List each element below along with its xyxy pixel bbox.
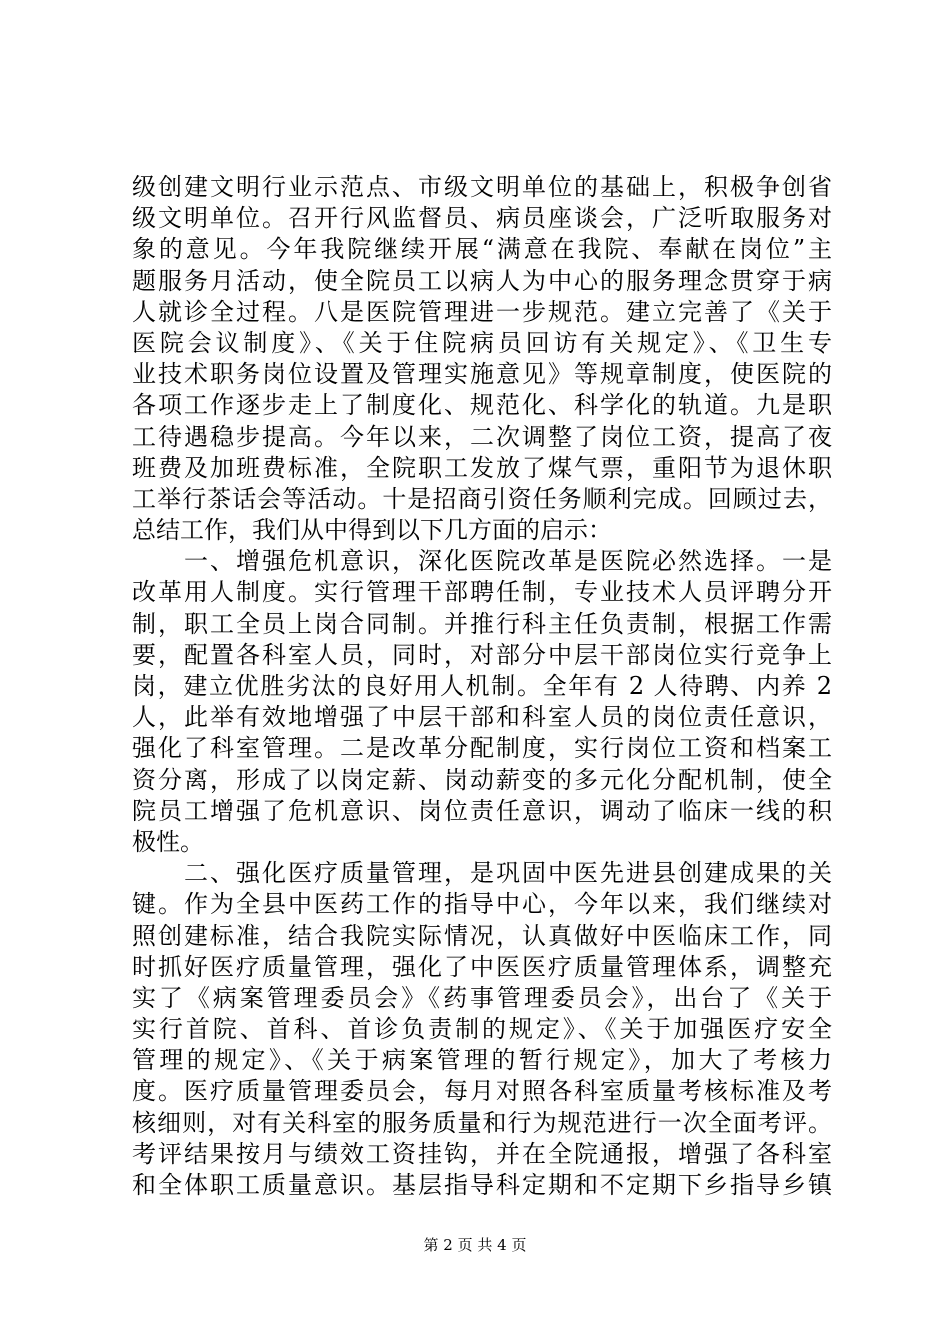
text-line: 制，职工全员上岗合同制。并推行科主任负责制，根据工作需: [132, 609, 832, 638]
text-line: 改革用人制度。实行管理干部聘任制，专业技术人员评聘分开: [132, 578, 832, 607]
text-line: 资分离，形成了以岗定薪、岗动薪变的多元化分配机制，使全: [132, 765, 832, 794]
text-line: 实行首院、首科、首诊负责制的规定》、《关于加强医疗安全: [132, 1015, 832, 1044]
text-line: 医院会议制度》、《关于住院病员回访有关规定》、《卫生专: [132, 328, 832, 357]
text-line: 键。作为全县中医药工作的指导中心，今年以来，我们继续对: [132, 890, 832, 919]
text-line: 一、增强危机意识，深化医院改革是医院必然选择。一是: [132, 547, 832, 576]
text-line: 度。医疗质量管理委员会，每月对照各科室质量考核标准及考: [132, 1077, 832, 1106]
text-line: 照创建标准，结合我院实际情况，认真做好中医临床工作，同: [132, 921, 832, 950]
text-line: 时抓好医疗质量管理，强化了中医医疗质量管理体系，调整充: [132, 952, 832, 981]
text-line: 和全体职工质量意识。基层指导科定期和不定期下乡指导乡镇: [132, 1171, 832, 1199]
text-line: 二、强化医疗质量管理，是巩固中医先进县创建成果的关: [132, 859, 832, 888]
text-line: 实了《病案管理委员会》《药事管理委员会》，出台了《关于: [132, 983, 832, 1012]
text-line: 岗，建立优胜劣汰的良好用人机制。全年有 2 人待聘、内养 2: [132, 672, 832, 700]
text-line: 考评结果按月与绩效工资挂钩，并在全院通报，增强了各科室: [132, 1139, 832, 1168]
text-line: 业技术职务岗位设置及管理实施意见》等规章制度，使医院的: [132, 360, 832, 389]
page-footer: 第 2 页 共 4 页: [423, 1236, 527, 1254]
text-line: 级创建文明行业示范点、市级文明单位的基础上，积极争创省: [132, 173, 832, 201]
text-line: 人就诊全过程。八是医院管理进一步规范。建立完善了《关于: [132, 297, 832, 326]
text-line: 工举行茶话会等活动。十是招商引资任务顺利完成。回顾过去，: [132, 484, 832, 513]
text-line: 管理的规定》、《关于病案管理的暂行规定》，加大了考核力: [132, 1046, 832, 1075]
text-line: 极性。: [132, 827, 204, 856]
text-line: 各项工作逐步走上了制度化、规范化、科学化的轨道。九是职: [132, 391, 832, 420]
text-line: 级文明单位。召开行风监督员、病员座谈会，广泛听取服务对: [132, 204, 832, 233]
text-line: 总结工作，我们从中得到以下几方面的启示：: [132, 516, 612, 545]
text-line: 象的意见。今年我院继续开展“满意在我院、奉献在岗位”主: [132, 235, 832, 264]
text-line: 题服务月活动，使全院员工以病人为中心的服务理念贯穿于病: [132, 266, 832, 295]
text-line: 院员工增强了危机意识、岗位责任意识，调动了临床一线的积: [132, 796, 832, 825]
text-line: 要，配置各科室人员，同时，对部分中层干部岗位实行竞争上: [132, 640, 832, 669]
text-line: 人，此举有效地增强了中层干部和科室人员的岗位责任意识，: [132, 703, 832, 732]
text-line: 工待遇稳步提高。今年以来，二次调整了岗位工资，提高了夜: [132, 422, 832, 451]
text-line: 班费及加班费标准，全院职工发放了煤气票，重阳节为退休职: [132, 453, 832, 482]
document-body: [132, 172, 832, 1201]
text-line: 核细则，对有关科室的服务质量和行为规范进行一次全面考评。: [132, 1108, 832, 1137]
text-line: 强化了科室管理。二是改革分配制度，实行岗位工资和档案工: [132, 734, 832, 763]
